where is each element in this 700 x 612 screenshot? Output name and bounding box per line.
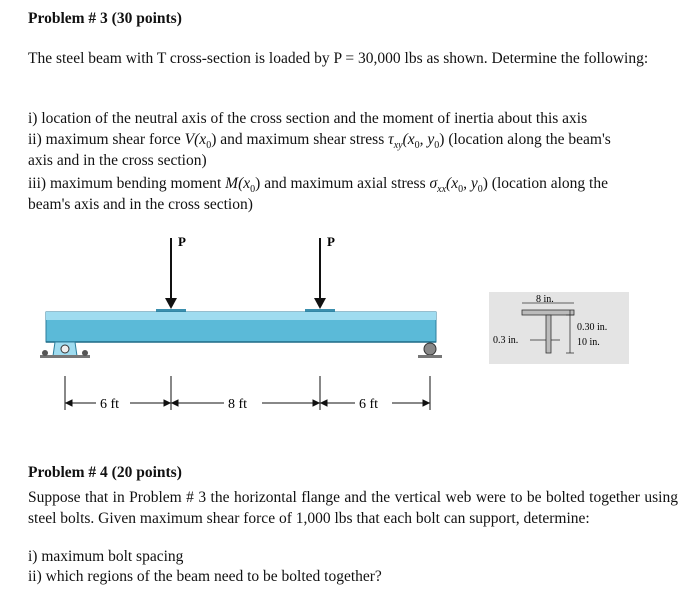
problem4-item2: ii) which regions of the beam need to be bolted together?	[28, 568, 382, 585]
problem3-item3-line2: beam's axis and in the cross section)	[28, 196, 253, 213]
problem4-item1: i) maximum bolt spacing	[28, 548, 184, 565]
web-thickness-label: 0.3 in.	[493, 335, 519, 346]
web-height-label: 10 in.	[577, 337, 600, 348]
flange-width-label: 8 in.	[536, 294, 554, 305]
roller-support	[418, 343, 442, 358]
flange-thickness-label: 0.30 in.	[577, 322, 608, 333]
pin-support	[40, 342, 90, 358]
problem3-item2-line2: axis and in the cross section)	[28, 152, 207, 169]
span-label-3: 6 ft	[359, 397, 379, 412]
load-arrow-right	[314, 238, 326, 309]
problem3-item3: iii) maximum bending moment $M(x_0)$ and maximum axial stress $\sigma_{xx}(x_0$, $y_0$) (location along the	[28, 175, 608, 196]
cross-section-panel	[489, 292, 629, 364]
span-label-2: 8 ft	[228, 397, 248, 412]
problem3-intro: The steel beam with T cross-section is loaded by P = 30,000 lbs as shown. Determine the following:	[28, 50, 649, 67]
problem3-item1: i) location of the neutral axis of the cross section and the moment of inertia about this axis	[28, 110, 588, 127]
problem4-body: Suppose that in Problem # 3 the horizontal flange and the vertical web were to be bolted together using steel bolts. Given maximum shear force of 1,000 lbs that each bolt can support, determine:	[28, 489, 678, 527]
load-label-left: P	[178, 234, 186, 249]
beam	[46, 312, 436, 342]
problem3-item2: ii) maximum shear force $V(x_0)$ and maximum shear stress $\tau_{xy}(x_0$, $y_0$) (location along the beam's	[28, 131, 611, 152]
load-arrow-left	[165, 238, 177, 309]
span-label-1: 6 ft	[100, 397, 120, 412]
load-label-right: P	[327, 234, 335, 249]
problem4-heading: Problem # 4 (20 points)	[28, 464, 182, 481]
problem3-heading: Problem # 3 (30 points)	[28, 10, 182, 27]
